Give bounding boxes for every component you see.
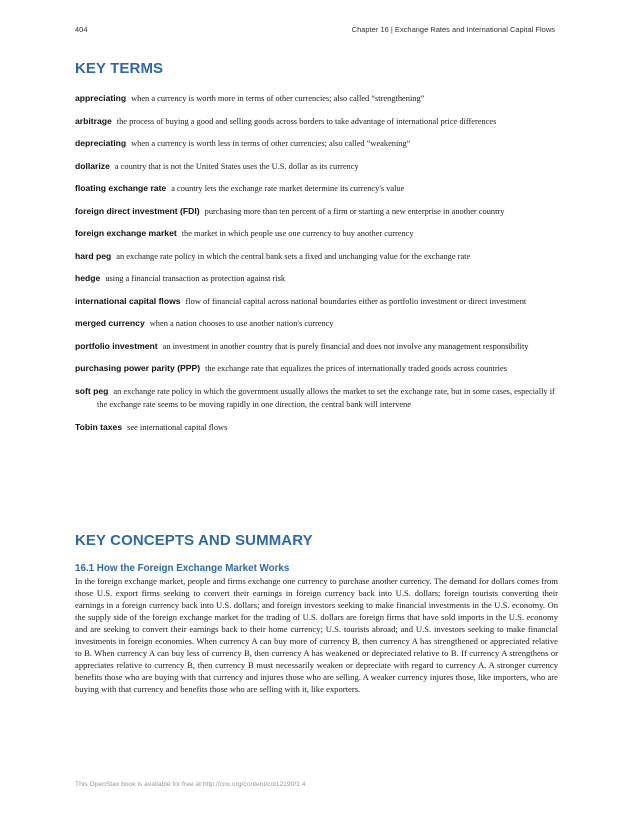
term-word: purchasing power parity (PPP) xyxy=(75,363,201,373)
page-footer: This OpenStax book is available for free at http://cnx.org/content/col12190/1.4 xyxy=(75,781,306,788)
term-entry xyxy=(75,250,560,264)
term-entry xyxy=(75,272,560,286)
term-definition: flow of financial capital across national boundaries either as portfolio investment or direct investment xyxy=(185,296,527,306)
term-definition: an exchange rate policy in which the central bank sets a fixed and unchanging value for the exchange rate xyxy=(116,251,471,261)
term-entry xyxy=(75,317,560,331)
term-definition: using a financial transaction as protection against risk xyxy=(105,274,286,283)
term-word: international capital flows xyxy=(75,295,181,306)
term-entry xyxy=(75,421,560,435)
term-word: foreign direct investment (FDI) xyxy=(75,205,200,216)
term-word: dollarize xyxy=(75,160,110,171)
key-concepts-heading: KEY CONCEPTS AND SUMMARY xyxy=(75,532,313,549)
term-definition: when a nation chooses to use another nation's currency xyxy=(149,319,334,328)
term-word: depreciating xyxy=(75,138,127,148)
term-entry xyxy=(75,362,560,376)
term-definition: purchasing more than ten percent of a firm or starting a new enterprise in another country xyxy=(204,206,505,216)
term-word: foreign exchange market xyxy=(75,228,177,238)
term-definition: when a currency is worth more in terms of other currencies; also called “strengthening” xyxy=(131,94,425,103)
term-entry xyxy=(75,227,560,241)
term-definition: an exchange rate policy in which the government usually allows the market to set the exchange rate, but in some cases, especially if the exchange rate seems to be moving rapidly in one direction, the central bank will intervene xyxy=(97,386,555,409)
term-definition: an investment in another country that is purely financial and does not involve any management responsibility xyxy=(162,341,529,351)
term-word: Tobin taxes xyxy=(75,421,123,432)
term-word: hard peg xyxy=(75,250,112,261)
term-definition: the exchange rate that equalizes the prices of internationally traded goods across countries xyxy=(205,364,507,373)
summary-paragraph: In the foreign exchange market, people and firms exchange one currency to purchase another currency. The demand for dollars comes from those U.S. export firms seeking to convert their earnings in foreign currency back into U.S. dollars; foreign tourists converting their earnings in a foreign currency back into U.S. dollars; and foreign investors seeking to make financial investments in the U.S. economy. On the supply side of the foreign exchange market for the trading of U.S. dollars are foreign firms that have sold imports in the U.S. economy and are seeking to convert their earnings back to their home currency; U.S. tourists abroad; and U.S. investors seeking to make financial investments in foreign economies. When currency A can buy more of currency B, then currency A has strengthened or appreciated relative to B. When currency A can buy less of currency B, then currency A has weakened or depreciated relative to B. If currency A strengthens or appreciates relative to currency B, then currency B must necessarily weaken or depreciate with regard to currency A. A stronger currency benefits those who are buying with that currency and injures those who are selling. A weaker currency injures those, like importers, who are buying with that currency and benefits those who are selling with it, like exporters. xyxy=(75,576,558,694)
term-definition: the market in which people use one currency to buy another currency xyxy=(181,229,414,238)
term-definition: see international capital flows xyxy=(127,422,228,432)
term-definition: when a currency is worth less in terms of other currencies; also called “weakening” xyxy=(131,139,411,148)
section-title: 16.1 How the Foreign Exchange Market Works xyxy=(75,563,290,574)
term-word: soft peg xyxy=(75,385,109,396)
term-entry xyxy=(75,115,560,129)
term-entry xyxy=(75,137,560,151)
page-number: 404 xyxy=(75,25,88,34)
term-entry xyxy=(75,160,560,174)
term-definition: a country that is not the United States uses the U.S. dollar as its currency xyxy=(114,161,359,171)
term-word: appreciating xyxy=(75,93,127,103)
term-word: arbitrage xyxy=(75,115,112,126)
term-word: merged currency xyxy=(75,318,145,328)
term-word: portfolio investment xyxy=(75,340,158,351)
term-word: hedge xyxy=(75,273,101,283)
page-header xyxy=(75,25,555,37)
term-definition: a country lets the exchange rate market determine its currency's value xyxy=(171,184,405,193)
key-terms-heading: KEY TERMS xyxy=(75,60,164,77)
term-entry xyxy=(75,340,560,354)
term-entry xyxy=(75,92,560,106)
running-head: Chapter 16 | Exchange Rates and International Capital Flows xyxy=(351,25,555,34)
term-entry xyxy=(75,182,560,196)
term-entry xyxy=(75,205,560,219)
key-terms-list xyxy=(75,92,560,434)
term-definition: the process of buying a good and selling goods across borders to take advantage of international price differences xyxy=(116,116,497,126)
term-word: floating exchange rate xyxy=(75,183,167,193)
term-entry xyxy=(75,385,560,412)
term-entry xyxy=(75,295,560,309)
